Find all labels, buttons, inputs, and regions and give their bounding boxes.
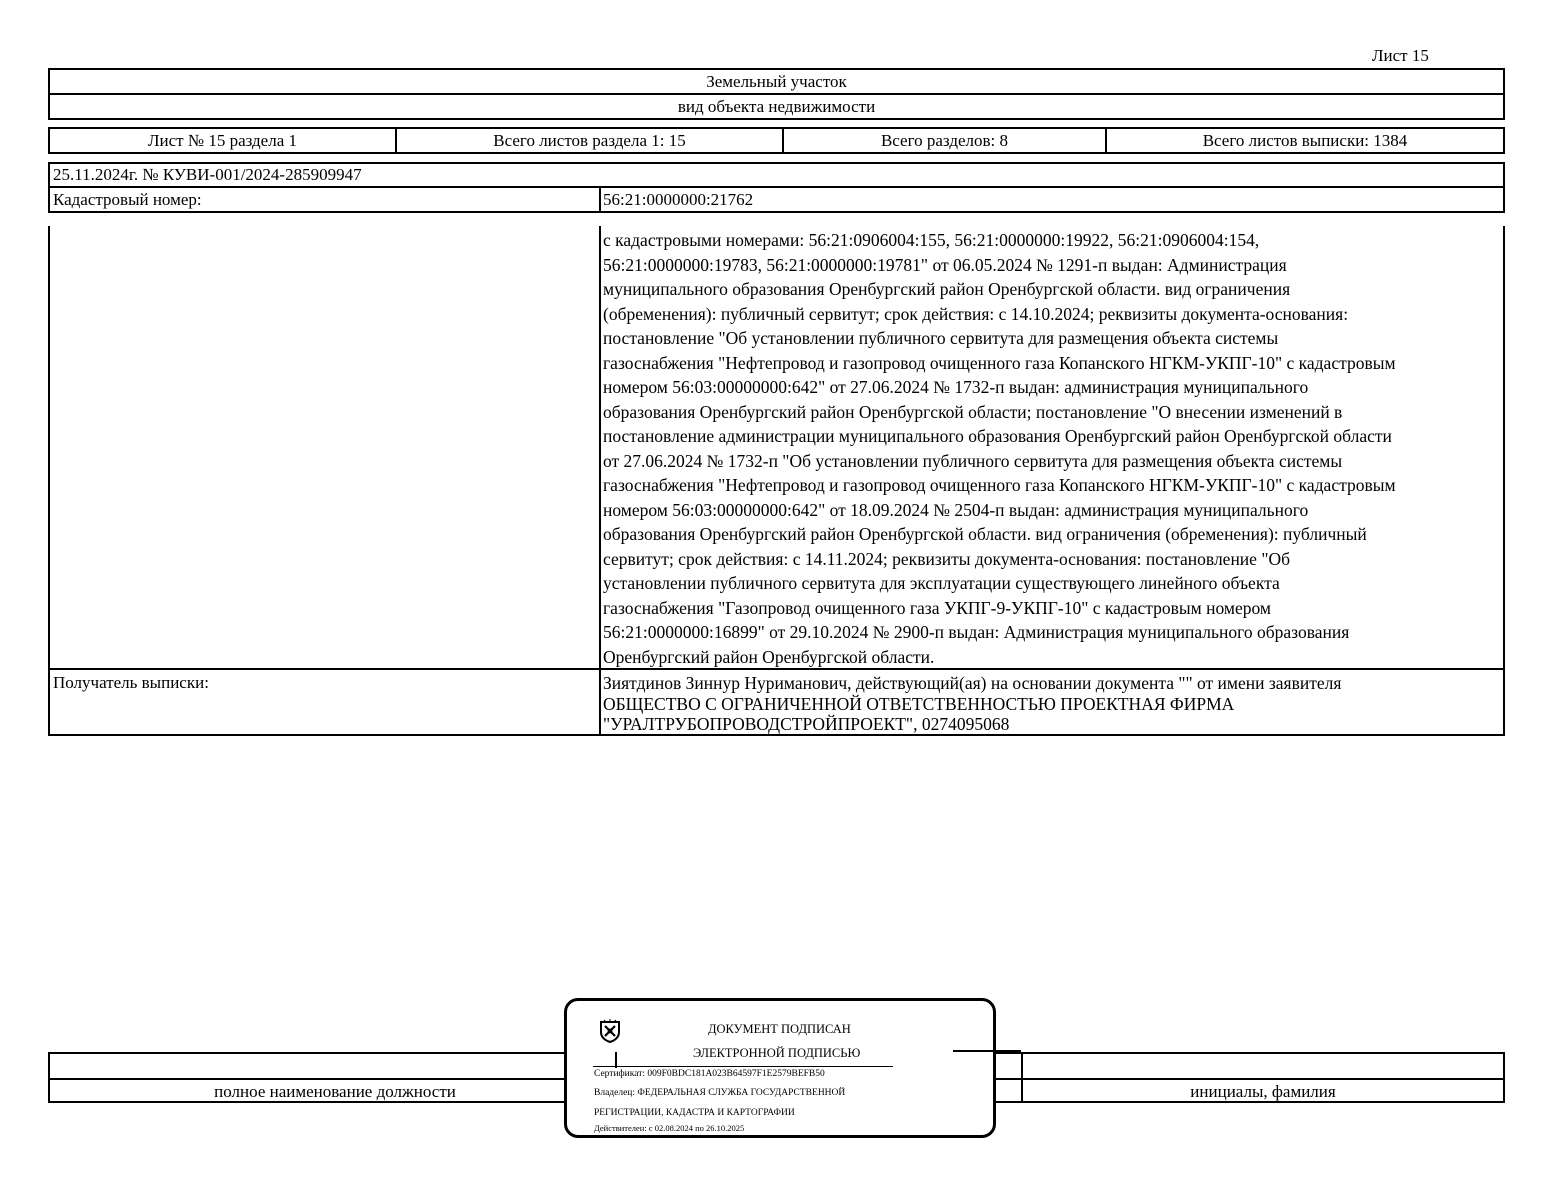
text-line: газоснабжения "Газопровод очищенного газа УКПГ-9-УКПГ-10" с кадастровым номером (603, 597, 1271, 618)
recipient-value (603, 673, 1341, 735)
electronic-signature-stamp (564, 998, 996, 1138)
info-row (48, 127, 1505, 154)
divider (50, 186, 1503, 188)
stamp-title-line1: ДОКУМЕНТ ПОДПИСАН (708, 1022, 851, 1036)
divider (50, 93, 1503, 95)
text-line: номером 56:03:00000000:642" от 18.09.2024 № 2504-п выдан: администрация муниципального (603, 499, 1309, 520)
name-caption: инициалы, фамилия (1190, 1082, 1336, 1101)
text-line: с кадастровыми номерами: 56:21:0906004:155, 56:21:0000000:19922, 56:21:0906004:154, (603, 230, 1260, 250)
recipient-line: Зиятдинов Зиннур Нуриманович, действующий(ая) на основании документа "" от имени заявителя (603, 673, 1342, 693)
text-line: образования Оренбургский район Оренбургской области. вид ограничения (обременения): публичный (603, 524, 1367, 544)
text-line: (обременения): публичный сервитут; срок действия: с 14.10.2024; реквизиты документа-основания: (603, 303, 1349, 324)
stamp-owner-line1: Владелец: ФЕДЕРАЛЬНАЯ СЛУЖБА ГОСУДАРСТВЕННОЙ (594, 1088, 846, 1098)
total-sections: Всего разделов: 8 (880, 130, 1009, 150)
text-line: от 27.06.2024 № 1732-п "Об установлении публичного сервитута для размещения объекта системы (603, 450, 1343, 471)
cadastral-label: Кадастровый номер: (53, 190, 202, 209)
stamp-divider (593, 1066, 893, 1067)
object-type-box (48, 68, 1505, 120)
total-sheets-extract: Всего листов выписки: 1384 (1202, 130, 1408, 150)
sheet-number: Лист № 15 раздела 1 (148, 130, 297, 150)
divider (599, 226, 601, 734)
text-line: Оренбургский район Оренбургской области. (603, 646, 935, 667)
coat-of-arms-icon (599, 1019, 621, 1048)
stamp-connector (953, 1050, 1021, 1052)
header-table (48, 162, 1505, 213)
encumbrance-text (603, 228, 1396, 669)
stamp-validity: Действителен: с 02.08.2024 по 26.10.2025 (594, 1123, 745, 1133)
text-line: 56:21:0000000:19783, 56:21:0000000:19781" от 06.05.2024 № 1291-п выдан: Администрация (603, 254, 1287, 275)
stamp-title-line2: ЭЛЕКТРОННОЙ ПОДПИСЬЮ (693, 1046, 861, 1060)
cadastral-number: 56:21:0000000:21762 (603, 190, 754, 209)
text-line: газоснабжения "Нефтепровод и газопровод очищенного газа Копанского НГКМ-УКПГ-10" с кадастровым (603, 352, 1396, 373)
recipient-line: "УРАЛТРУБОПРОВОДСТРОЙПРОЕКТ", 0274095068 (603, 714, 1010, 734)
divider (599, 186, 601, 211)
text-line: номером 56:03:00000000:642" от 27.06.2024 № 1732-п выдан: администрация муниципального (603, 377, 1309, 397)
object-subtitle: вид объекта недвижимости (677, 97, 876, 116)
page-label: Лист 15 (1372, 46, 1429, 65)
text-line: муниципального образования Оренбургский район Оренбургской области. вид ограничения (603, 279, 1291, 299)
text-line: постановление администрации муниципального образования Оренбургский район Оренбургской области (603, 426, 1392, 446)
text-line: образования Оренбургский район Оренбургской области; постановление "О внесении изменений в (603, 401, 1343, 422)
text-line: сервитут; срок действия: с 14.11.2024; реквизиты документа-основания: постановление "Об (603, 548, 1291, 569)
recipient-label: Получатель выписки: (53, 673, 209, 692)
content-table (48, 226, 1505, 736)
text-line: постановление "Об установлении публичного сервитута для размещения объекта системы (603, 328, 1279, 348)
text-line: установлении публичного сервитута для эксплуатации существующего линейного объекта (603, 573, 1280, 593)
extract-date-number: 25.11.2024г. № КУВИ-001/2024-285909947 (53, 165, 362, 184)
recipient-line: ОБЩЕСТВО С ОГРАНИЧЕННОЙ ОТВЕТСТВЕННОСТЬЮ ПРОЕКТНАЯ ФИРМА (603, 693, 1235, 714)
text-line: 56:21:0000000:16899" от 29.10.2024 № 2900-п выдан: Администрация муниципального образования (603, 622, 1350, 642)
object-title: Земельный участок (706, 72, 847, 91)
stamp-certificate: Сертификат: 009F0BDC181A023B64597F1E2579BEFB50 (594, 1069, 825, 1079)
stamp-owner-line2: РЕГИСТРАЦИИ, КАДАСТРА И КАРТОГРАФИИ (594, 1108, 795, 1118)
text-line: газоснабжения "Нефтепровод и газопровод очищенного газа Копанского НГКМ-УКПГ-10" с кадастровым (603, 475, 1396, 495)
total-sheets-section: Всего листов раздела 1: 15 (493, 130, 686, 150)
position-caption: полное наименование должности (214, 1082, 456, 1101)
